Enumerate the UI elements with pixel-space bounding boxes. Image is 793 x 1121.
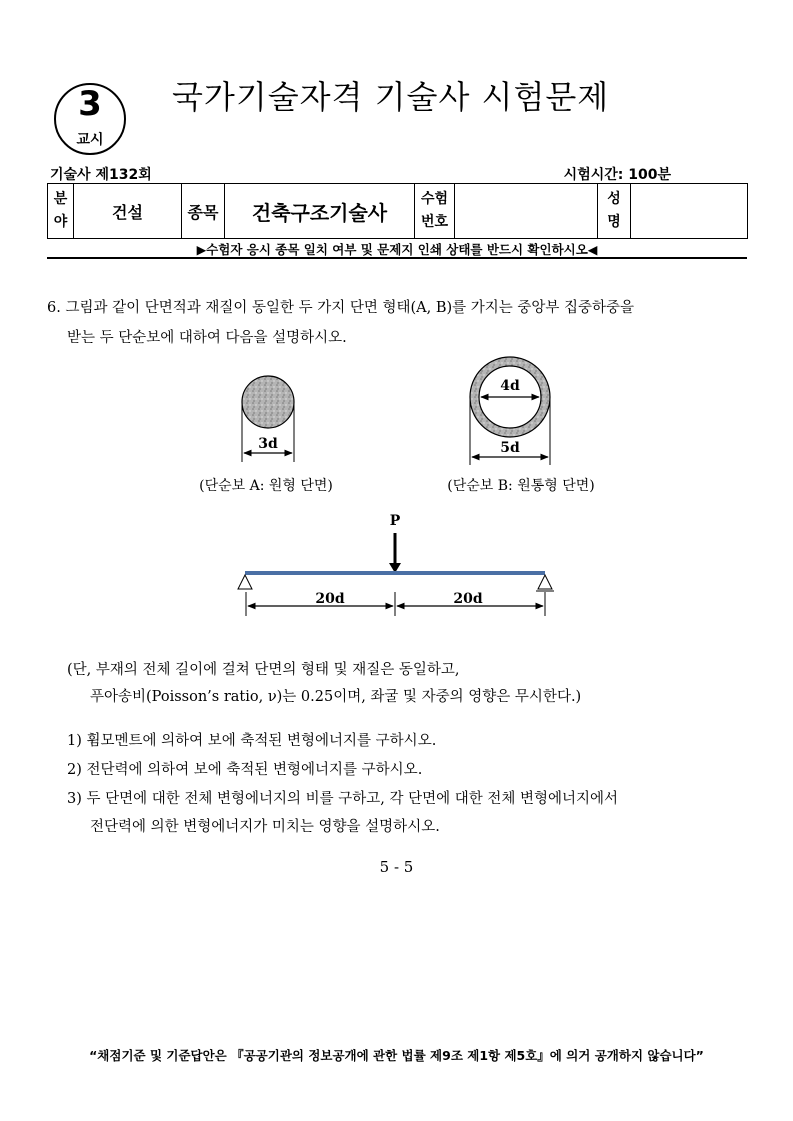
right-support-icon	[538, 575, 552, 589]
subquestion-3-line-2: 전단력에 의한 변형에너지가 미치는 영향을 설명하시오.	[90, 819, 440, 835]
section-b-inner-dim: 4d	[500, 378, 520, 394]
beam-diagram	[238, 513, 554, 616]
section-a-caption: (단순보 A: 원형 단면)	[199, 478, 333, 494]
section-a	[199, 376, 333, 494]
condition-line-1: (단, 부재의 전체 길이에 걸쳐 단면의 형태 및 재질은 동일하고,	[67, 662, 460, 678]
span-right-label: 20d	[453, 591, 483, 607]
category-value: 건축구조기술사	[225, 184, 415, 239]
section-a-dim: 3d	[258, 436, 278, 452]
condition-line-2: 푸아송비(Poisson’s ratio, ν)는 0.25이며, 좌굴 및 자중의 영향은 무시한다.)	[90, 689, 582, 705]
beam	[245, 571, 545, 575]
subquestion-2: 2) 전단력에 의하여 보에 축적된 변형에너지를 구하시오.	[67, 762, 423, 778]
figure	[0, 340, 793, 640]
field-value: 건설	[74, 184, 182, 239]
exam-time: 시험시간: 100분	[563, 167, 671, 183]
page-number: 5 - 5	[379, 858, 414, 876]
exam-round: 기술사 제132회	[50, 167, 152, 183]
session-number: 3	[78, 84, 102, 124]
section-b	[447, 357, 594, 494]
info-table	[47, 183, 748, 239]
load-label: P	[389, 513, 401, 529]
field-label: 분 야	[48, 184, 74, 239]
question-line-2: 받는 두 단순보에 대하여 다음을 설명하시오.	[67, 330, 347, 346]
span-left-label: 20d	[315, 591, 345, 607]
exam-number-label: 수험 번호	[415, 184, 455, 239]
question-line-1: 6. 그림과 같이 단면적과 재질이 동일한 두 가지 단면 형태(A, B)를 가지는 중앙부 집중하중을	[47, 300, 635, 316]
session-label: 교시	[76, 132, 104, 148]
page-title: 국가기술자격 기술사 시험문제	[172, 78, 610, 116]
subquestion-1: 1) 휨모멘트에 의하여 보에 축적된 변형에너지를 구하시오.	[67, 733, 437, 749]
footer-note: “채점기준 및 기준답안은 『공공기관의 정보공개에 관한 법률 제9조 제1항 제5호』에 의거 공개하지 않습니다”	[89, 1048, 704, 1063]
section-b-caption: (단순보 B: 원통형 단면)	[447, 478, 595, 494]
section-b-outer-dim: 5d	[500, 440, 520, 456]
name-label: 성 명	[598, 184, 631, 239]
divider	[47, 257, 747, 259]
category-label: 종목	[182, 184, 225, 239]
notice: ▶수험자 응시 종목 일치 여부 및 문제지 인쇄 상태를 반드시 확인하시오◀	[196, 242, 598, 257]
subquestion-3-line-1: 3) 두 단면에 대한 전체 변형에너지의 비를 구하고, 각 단면에 대한 전체 변형에너지에서	[67, 791, 619, 807]
left-support-icon	[238, 575, 252, 589]
section-a-circle	[242, 376, 294, 428]
name-field[interactable]	[631, 184, 748, 239]
exam-number-field[interactable]	[455, 184, 598, 239]
